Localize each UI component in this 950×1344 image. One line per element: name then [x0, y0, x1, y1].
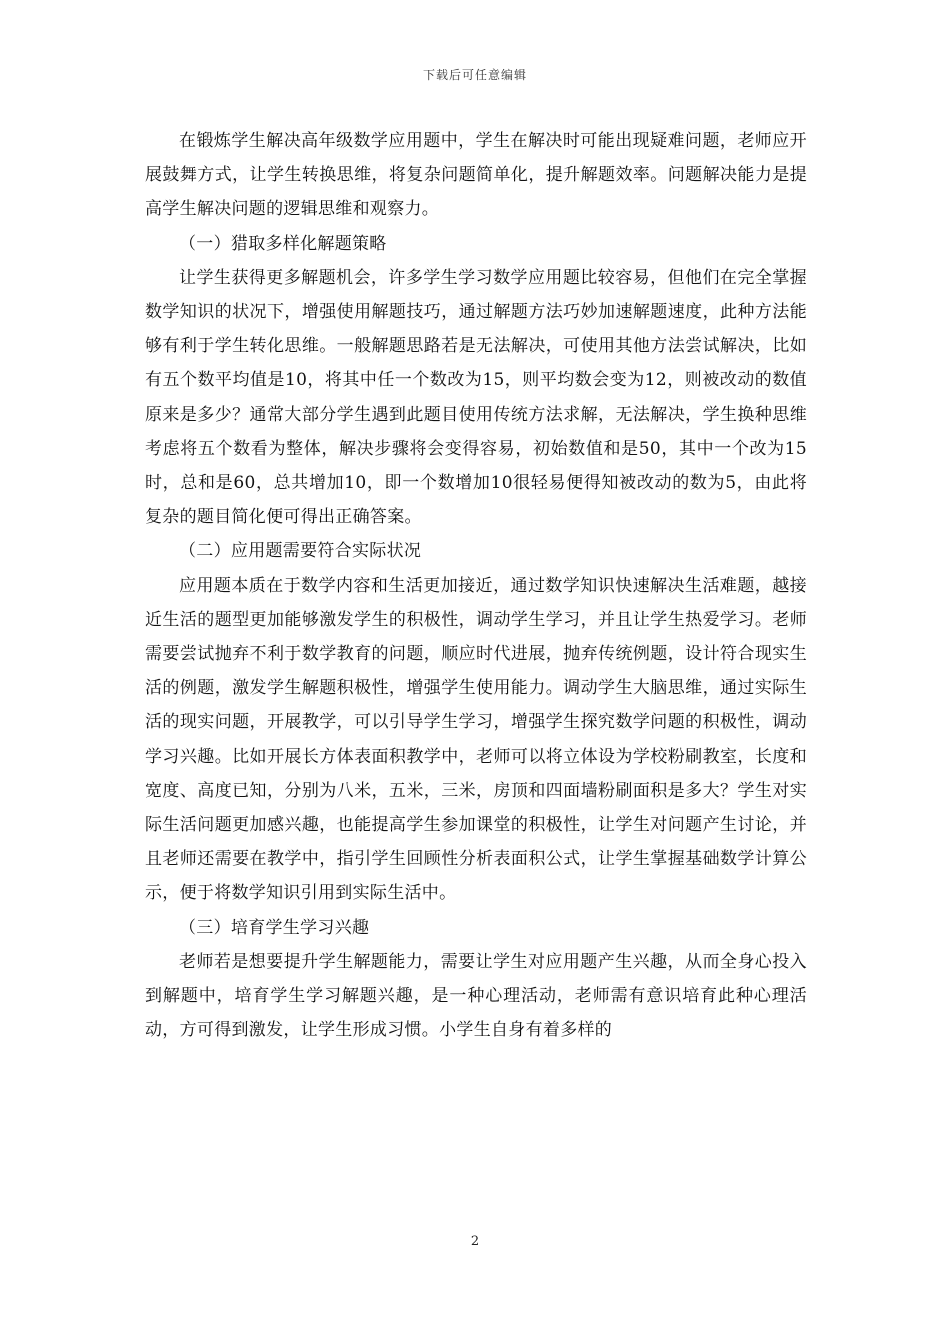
paragraph-section-1: 让学生获得更多解题机会，许多学生学习数学应用题比较容易，但他们在完全掌握数学知识的状况下，增强使用解题技巧，通过解题方法巧妙加速解题速度，此种方法能够有利于学生转化思维。一般解题思路若是无法解决，可使用其他方法尝试解决，比如有五个数平均值是10，将其中任一个数改为15，则平均数会变为12，则被改动的数值原来是多少？通常大部分学生遇到此题目使用传统方法求解，无法解决，学生换种思维考虑将五个数看为整体，解决步骤将会变得容易，初始数值和是50，其中一个改为15时，总和是60，总共增加10，即一个数增加10很轻易便得知被改动的数为5，由此将复杂的题目简化便可得出正确答案。	[145, 267, 807, 528]
page-number: 2	[470, 1234, 480, 1249]
page-header: 下载后可任意编辑	[422, 68, 527, 82]
paragraph-intro: 在锻炼学生解决高年级数学应用题中，学生在解决时可能出现疑难问题，老师应开展鼓舞方式，让学生转换思维，将复杂问题简单化，提升解题效率。问题解决能力是提高学生解决问题的逻辑思维和观察力。	[145, 131, 807, 220]
section-heading-3: （三）培育学生学习兴趣	[179, 917, 370, 938]
paragraph-section-3: 老师若是想要提升学生解题能力，需要让学生对应用题产生兴趣，从而全身心投入到解题中，培育学生学习解题兴趣，是一种心理活动，老师需有意识培育此种心理活动，方可得到激发，让学生形成习惯。小学生自身有着多样的	[145, 951, 807, 1041]
paragraph-section-2: 应用题本质在于数学内容和生活更加接近，通过数学知识快速解决生活难题，越接近生活的题型更加能够激发学生的积极性，调动学生学习，并且让学生热爱学习。老师需要尝试抛弃不利于数学教育的问题，顺应时代进展，抛弃传统例题，设计符合现实生活的例题，激发学生解题积极性，增强学生使用能力。调动学生大脑思维，通过实际生活的现实问题，开展教学，可以引导学生学习，增强学生探究数学问题的积极性，调动学习兴趣。比如开展长方体表面积教学中，老师可以将立体设为学校粉刷教室，长度和宽度、高度已知，分别为八米，五米，三米，房顶和四面墙粉刷面积是多大？学生对实际生活问题更加感兴趣，也能提高学生参加课堂的积极性，让学生对问题产生讨论，并且老师还需要在教学中，指引学生回顾性分析表面积公式，让学生掌握基础数学计算公示，便于将数学知识引用到实际生活中。	[145, 575, 807, 904]
document-body	[145, 124, 807, 1047]
section-heading-2: （二）应用题需要符合实际状况	[179, 541, 422, 562]
section-heading-1: （一）猎取多样化解题策略	[179, 233, 387, 254]
